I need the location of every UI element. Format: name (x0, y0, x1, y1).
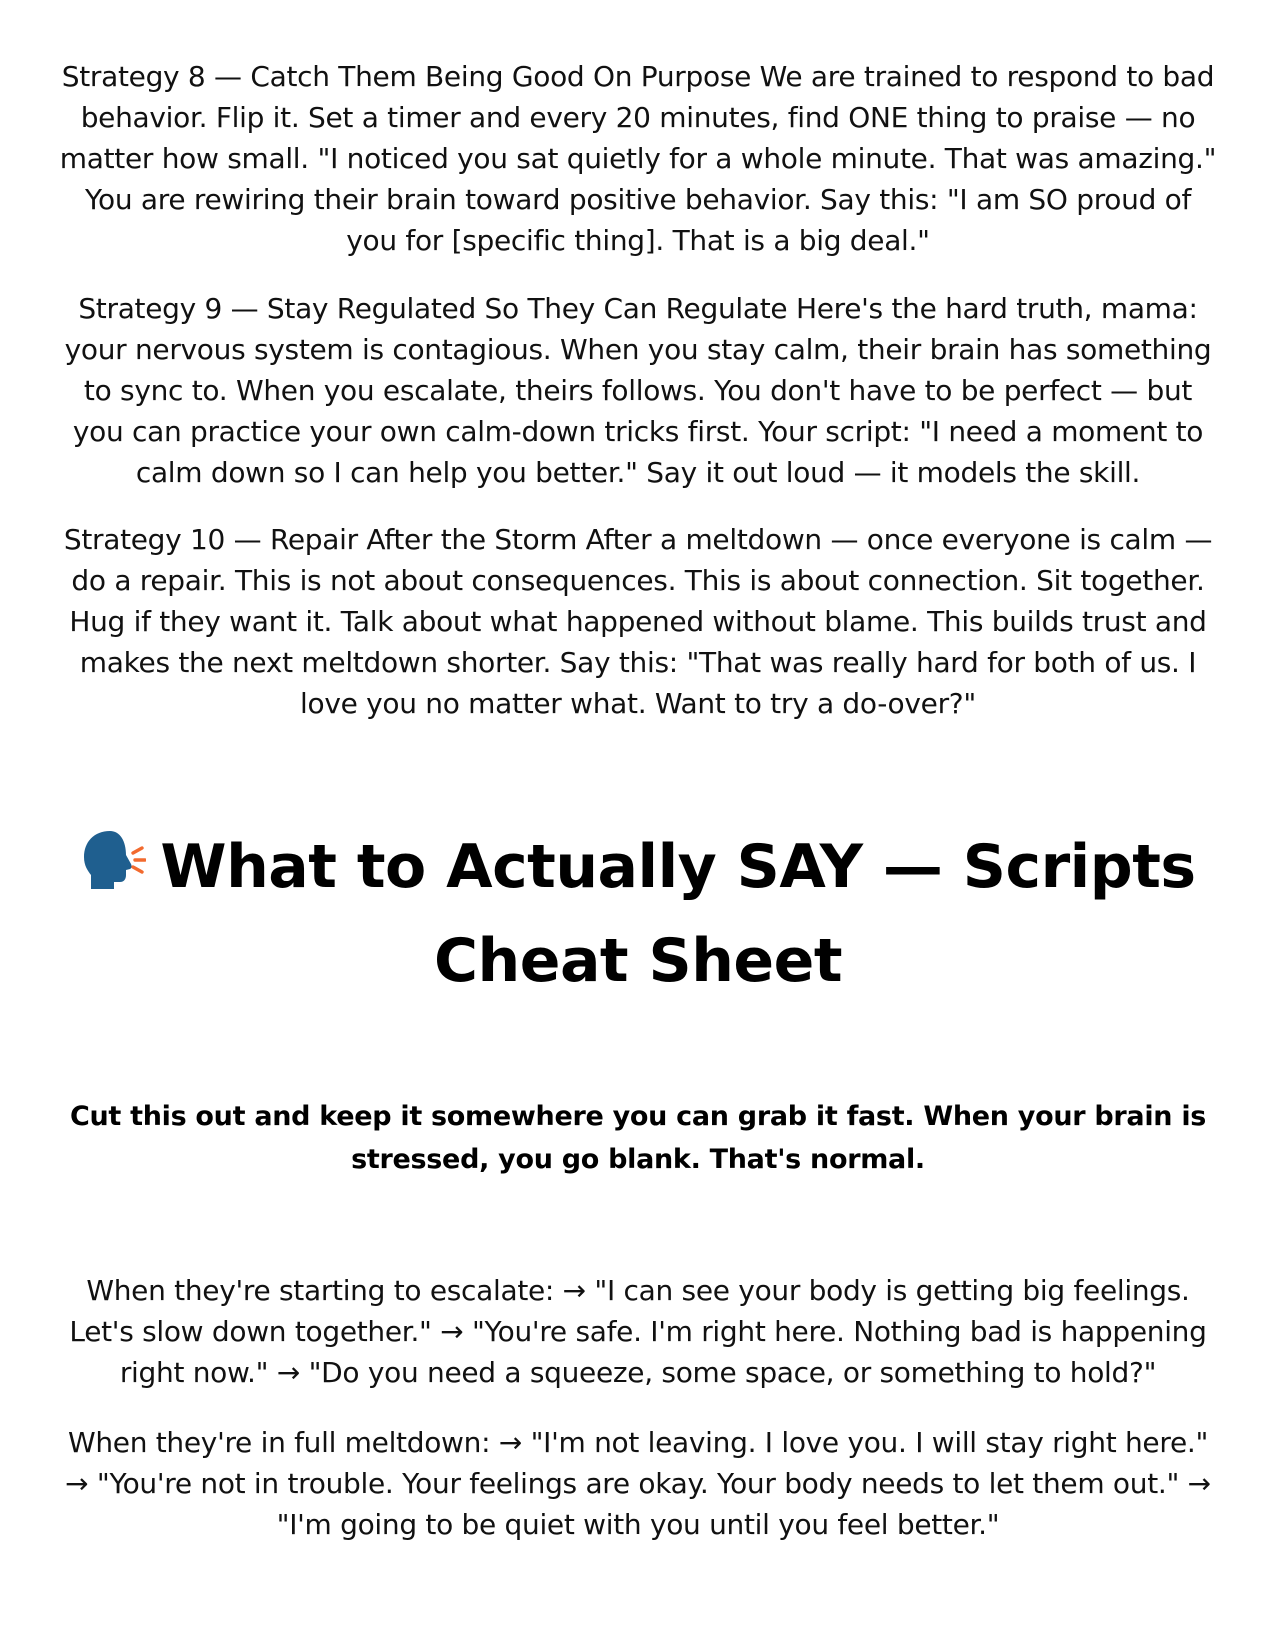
strategy-9-paragraph: Strategy 9 — Stay Regulated So They Can Regulate Here's the hard truth, mama: your nervous system is contagious. When you stay calm, their brain has something to sync to. When you escalate, theirs follows. You don't have to be perfect — but you can practice your own calm-down tricks first. Your script: "I need a moment to calm down so I can help you better." Say it out loud — it models the skill. (64, 292, 1212, 489)
section-heading (58, 820, 1218, 1008)
section-title: What to Actually SAY — Scripts Cheat Sheet (160, 832, 1196, 996)
script-meltdown-paragraph: When they're in full meltdown: → "I'm not leaving. I love you. I will stay right here." → "You're not in trouble. Your feelings are okay. Your body needs to let them out." → "I'm going to be quiet with you until you feel better." (65, 1426, 1211, 1541)
strategy-10-paragraph: Strategy 10 — Repair After the Storm After a meltdown — once everyone is calm — do a repair. This is not about consequences. This is about connection. Sit together. Hug if they want it. Talk about what happened without blame. This builds trust and makes the next meltdown shorter. Say this: "That was really hard for both of us. I love you no matter what. Want to try a do-over?" (63, 523, 1213, 720)
section-intro: Cut this out and keep it somewhere you can grab it fast. When your brain is stressed, you go blank. That's normal. (69, 1101, 1207, 1175)
strategy-8-paragraph: Strategy 8 — Catch Them Being Good On Purpose We are trained to respond to bad behavior. Flip it. Set a timer and every 20 minutes, find ONE thing to praise — no matter how small. "I noticed you sat quietly for a whole minute. That was amazing." You are rewiring their brain toward positive behavior. Say this: "I am SO proud of you for [specific thing]. That is a big deal." (59, 60, 1217, 257)
script-escalate-paragraph: When they're starting to escalate: → "I can see your body is getting big feelings. Let's slow down together." → "You're safe. I'm right here. Nothing bad is happening right now." → "Do you need a squeeze, some space, or something to hold?" (69, 1274, 1207, 1389)
speaking-head-icon (80, 829, 146, 891)
